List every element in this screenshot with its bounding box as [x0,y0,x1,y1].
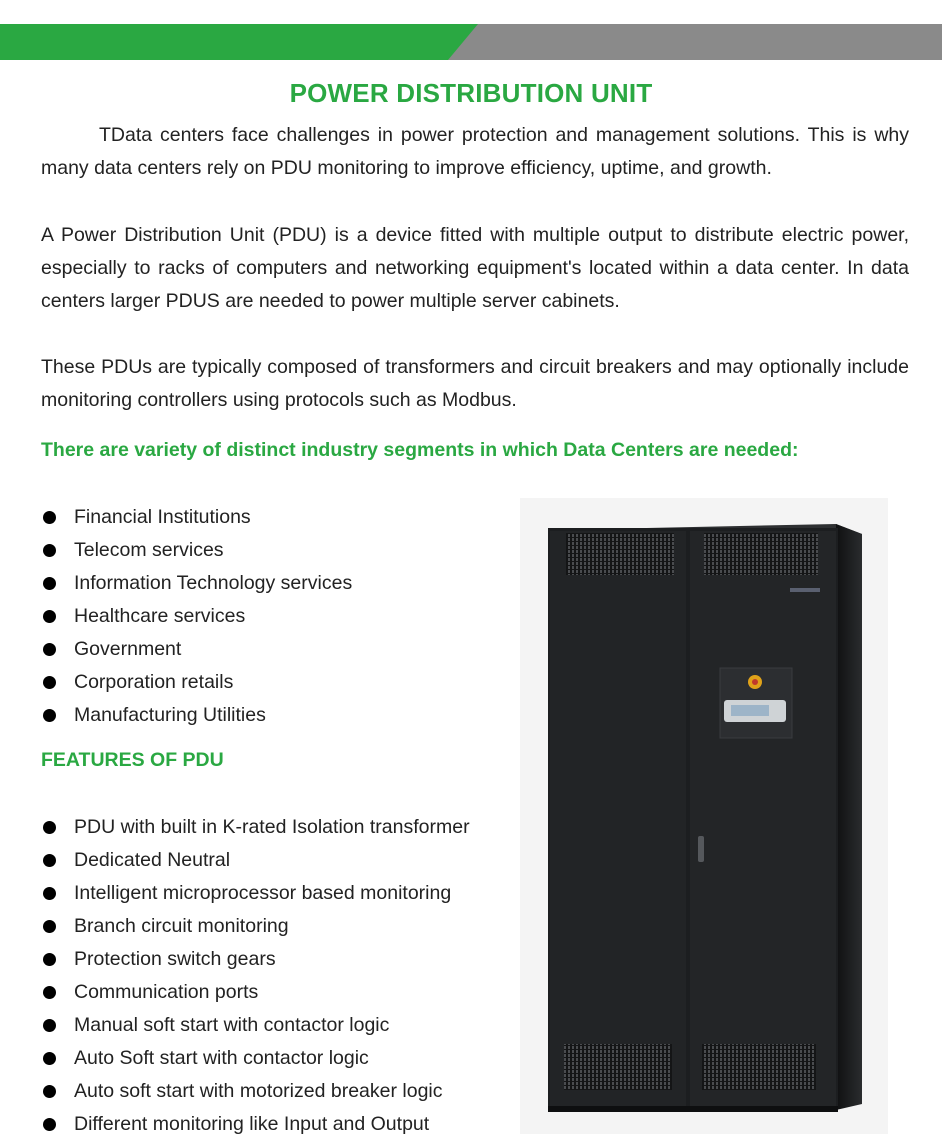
list-item [41,699,352,732]
list-item-label: Intelligent microprocessor based monitoring [74,882,452,904]
list-item-label: Government [74,638,182,660]
list-item-label: Auto Soft start with contactor logic [74,1047,369,1069]
list-item-label: Communication ports [74,981,259,1003]
top-right-vent [704,533,818,575]
cabinet-side [836,524,862,1110]
bottom-left-vent [564,1044,672,1090]
bullet-dot-icon [43,1085,56,1098]
segments-list [41,501,352,732]
pdu-cabinet-image [520,498,888,1134]
list-item [41,1075,470,1108]
page-title: POWER DISTRIBUTION UNIT [289,78,653,108]
list-item [41,910,470,943]
bullet-dot-icon [43,709,56,722]
list-item-label: Telecom services [74,539,224,561]
list-item [41,600,352,633]
list-item [41,633,352,666]
pdu-definition-paragraph: A Power Distribution Unit (PDU) is a device fitted with multiple output to distribute electric power, especially to racks of computers and networking equipment's located within a data center. In data centers larger PDUS are needed to power multiple server cabinets. [41,224,909,312]
list-item-label: Different monitoring like Input and Output [74,1113,430,1135]
bullet-dot-icon [43,511,56,524]
cabinet-left-door [550,531,686,1107]
list-item-label: Manufacturing Utilities [74,704,266,726]
list-item [41,811,470,844]
pdu-composition-paragraph: These PDUs are typically composed of transformers and circuit breakers and may optionally include monitoring controllers using protocols such as Modbus. [41,356,909,411]
features-list [41,811,470,1141]
segments-heading: There are variety of distinct industry segments in which Data Centers are needed: [41,439,799,461]
bullet-dot-icon [43,953,56,966]
list-item-label: Information Technology services [74,572,353,594]
bullet-dot-icon [43,1118,56,1131]
top-banner [0,24,942,60]
bullet-dot-icon [43,1052,56,1065]
bullet-dot-icon [43,676,56,689]
banner-green-band [0,24,478,60]
list-item [41,666,352,699]
bullet-dot-icon [43,643,56,656]
bullet-dot-icon [43,920,56,933]
list-item-label: Corporation retails [74,671,234,693]
list-item-label: Dedicated Neutral [74,849,231,871]
features-heading: FEATURES OF PDU [41,749,224,771]
list-item-label: Branch circuit monitoring [74,915,289,937]
list-item-label: Financial Institutions [74,506,251,528]
list-item-label: Healthcare services [74,605,246,627]
list-item-label: Manual soft start with contactor logic [74,1014,390,1036]
list-item-label: Auto soft start with motorized breaker logic [74,1080,443,1102]
list-item [41,976,470,1009]
list-item [41,943,470,976]
bullet-dot-icon [43,544,56,557]
top-left-vent [566,533,674,575]
list-item [41,1009,470,1042]
bullet-dot-icon [43,821,56,834]
bullet-dot-icon [43,610,56,623]
bullet-dot-icon [43,887,56,900]
cabinet-right-door [690,531,836,1107]
list-item [41,501,352,534]
bullet-dot-icon [43,854,56,867]
list-item [41,844,470,877]
bottom-right-vent [702,1044,816,1090]
intro-paragraph: TData centers face challenges in power protection and management solutions. This is why many data centers rely on PDU monitoring to improve efficiency, uptime, and growth. [41,124,909,179]
door-handle [698,836,704,862]
list-item [41,534,352,567]
list-item [41,1042,470,1075]
list-item [41,567,352,600]
list-item-label: Protection switch gears [74,948,276,970]
list-item-label: PDU with built in K-rated Isolation transformer [74,816,470,838]
list-item [41,1108,470,1141]
list-item [41,877,470,910]
bullet-dot-icon [43,577,56,590]
bullet-dot-icon [43,1019,56,1032]
bullet-dot-icon [43,986,56,999]
